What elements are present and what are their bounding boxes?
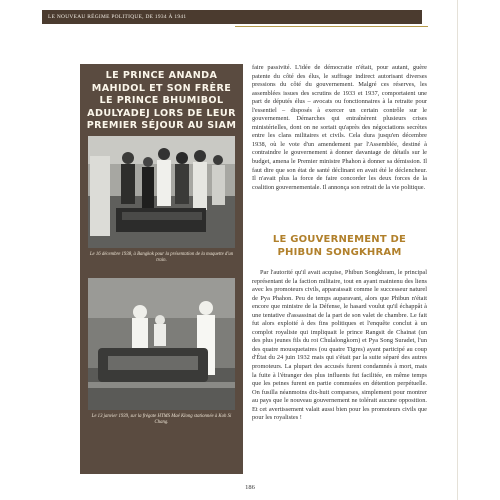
photo-2-image — [88, 278, 235, 410]
page-number: 186 — [245, 484, 255, 491]
body-section — [252, 269, 427, 423]
page-edge-line — [457, 0, 458, 500]
photo-frigate — [88, 278, 235, 410]
section-heading: LE GOUVERNEMENT DE PHIBUN SONGKHRAM — [272, 234, 407, 258]
photo-1-caption: Le 16 décembre 1938, à Bangkok pour la présentation de la maquette d'un train. — [89, 252, 234, 263]
sidebar-title: LE PRINCE ANANDA MAHIDOL ET SON FRÈRE LE PRINCE BHUMIBOL ADULYADEJ LORS DE LEUR PREMIER SÉJOUR AU SIAM — [86, 70, 237, 132]
running-head: LE NOUVEAU RÉGIME POLITIQUE, DE 1934 À 1941 — [42, 10, 422, 24]
body-paragraph: Par l'autorité qu'il avait acquise, Phibun Songkhram, le principal représentant de la faction militaire, tout en ayant maintenu des liens avec les promoteurs civils, apparaissait comme le successeur naturel de Pya Phahon. Peu de temps auparavant, alors que Phibun n'était encore que ministre de la Défense, le hasard voulut qu'il échappât à une tentative d'assassinat de la part de son valet de chambre. Le fait fut alors exploité à des fins politiques et l'enquête conclut à un complot royaliste qui impliquait le prince Rangsit de Chainat (un des plus jeunes fils du roi Chulalongkorn) et Pya Song Suradet, l'un des quatre mousquetaires (ou quatre Tigres) ayant participé au coup d'État du 24 juin 1932 mais qui s'était par la suite séparé des autres promoteurs. La plupart des accusés furent condamnés à mort, mais la fuite à l'étranger des plus influents fut facilitée, en même temps que les peines furent en partie commuées en détention perpétuelle. On fusilla néanmoins dix-huit comparses, simplement pour montrer au pays que le nouveau gouvernement ne tolérait aucune opposition. Et cet avertissement valait aussi bien pour les promoteurs civils que pour les royalistes ! — [252, 269, 427, 422]
photo-1-image — [88, 136, 235, 248]
photo-2-caption: Le 13 janvier 1939, sur la frégate HTMS Maé Klong stationnée à Koh Si Chang. — [91, 414, 232, 425]
photo-train-presentation — [88, 136, 235, 248]
body-paragraph-top: faire passivité. L'idée de démocratie n'était, pour autant, guère patente du côté des élus, le suffrage indirect autorisant diverses pressions du côté du gouvernement. Malgré ces réserves, les assemblées issues des scrutins de 1933 et 1937, comportaient une part de députés élus – avocats ou fonctionnaires à la retraite pour l'essentiel – disposés à exercer un certain contrôle sur le gouvernement. Démarches qui entraînèrent plusieurs crises ministérielles, dont on ne sortait qu'après des négociations secrètes entre les clans militaires et civils. Cela dura jusqu'en décembre 1938, où le vote d'un amendement par l'Assemblée, destiné à contraindre le gouvernement à donner davantage de détails sur le budget, amena le Premier ministre Phahon à donner sa démission. Il faut dire que son état de santé déclinant en avait été le déclencheur. Il n'avait plus la force de faire concorder les deux forces de la coalition gouvernementale. Il annonça son retrait de la vie politique. — [252, 64, 427, 191]
running-head-rule — [235, 26, 428, 27]
